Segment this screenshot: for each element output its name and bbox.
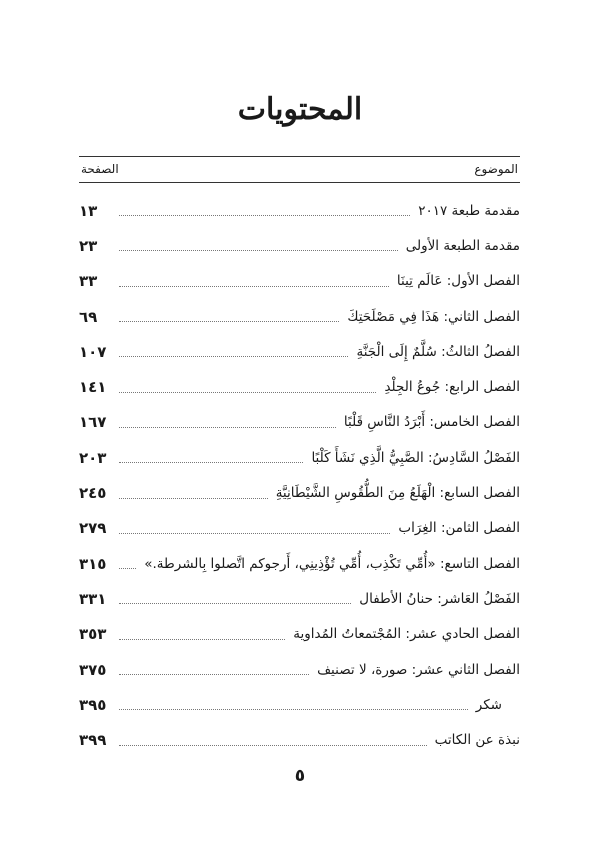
dot-leader <box>119 215 410 216</box>
toc-entry-page: ٣٥٣ <box>79 625 107 644</box>
toc-entry-page: ٢٧٩ <box>79 519 107 538</box>
dot-leader <box>119 533 390 534</box>
toc-entry-page: ١٦٧ <box>79 413 107 432</box>
dot-leader <box>119 427 336 428</box>
topic-column-label: الموضوع <box>474 162 518 176</box>
toc-entry-page: ٣٩٩ <box>79 731 107 750</box>
toc-entry-page: ٢٣ <box>79 236 98 255</box>
toc-entry-title: الفَصْلُ السَّادِسُ: الصَّبِيُّ الَّذِي نَشَأَ كَلْبًا <box>311 449 520 466</box>
toc-entry-page: ٣٩٥ <box>79 695 107 714</box>
toc-entry[interactable] <box>79 264 520 299</box>
toc-entry-page: ٣٧٥ <box>79 660 107 679</box>
dot-leader <box>119 356 348 357</box>
toc-entry-title: مقدمة الطبعة الأولى <box>405 237 520 254</box>
toc-entry[interactable] <box>79 299 520 334</box>
dot-leader <box>119 498 268 499</box>
toc-entry-page: ٢٠٣ <box>79 448 107 467</box>
toc-entry[interactable] <box>79 193 520 228</box>
toc-entry-page: ٢٤٥ <box>79 484 107 503</box>
toc-entry-page: ٦٩ <box>79 307 98 326</box>
toc-entry-page: ١٤١ <box>79 378 107 397</box>
page-number: ٥ <box>294 766 306 786</box>
toc-entry[interactable] <box>79 228 520 263</box>
dot-leader <box>119 639 285 640</box>
toc-entry-title: الفصل السابع: الْهَلَعُ مِنَ الطُّقُوسِ الشَّيْطَانِيَّةِ <box>275 485 520 502</box>
toc-entry-title: الفصل الخامس: أَبْرَدُ النَّاسِ قَلْبًا <box>343 414 520 431</box>
table-of-contents <box>79 193 520 758</box>
toc-entry[interactable] <box>79 334 520 369</box>
toc-entry-page: ٣١٥ <box>79 554 107 573</box>
dot-leader <box>119 392 376 393</box>
page-column-label: الصفحة <box>81 162 119 176</box>
toc-entry[interactable] <box>79 652 520 687</box>
dot-leader <box>119 321 339 322</box>
toc-entry-title: الفصل الثاني: هَذَا فِي مَصْلَحَتِكَ <box>347 308 520 325</box>
toc-entry-page: ١٠٧ <box>79 342 107 361</box>
toc-entry-page: ١٣ <box>79 201 98 220</box>
toc-entry[interactable] <box>79 581 520 616</box>
toc-entry-title: الفصل الرابع: جُوعُ الجِلْدِ <box>384 379 520 396</box>
header-bottom-rule <box>79 182 520 183</box>
dot-leader <box>119 462 303 463</box>
dot-leader <box>119 745 427 746</box>
header-top-rule <box>79 156 520 157</box>
toc-entry[interactable] <box>79 722 520 757</box>
dot-leader <box>119 709 468 710</box>
toc-entry-title: الفصل الأول: عَالَم تِينَا <box>396 273 520 290</box>
toc-entry-page: ٣٣ <box>79 272 98 291</box>
toc-entry-title: الفصلُ الثالثُ: سُلَّمٌ إِلَى الْجَنَّةِ <box>356 343 520 360</box>
dot-leader <box>119 674 309 675</box>
toc-entry-title: الفصل الثاني عشر: صورة، لا تصنيف <box>317 661 520 678</box>
toc-entry-title: مقدمة طبعة ٢٠١٧ <box>418 202 520 219</box>
toc-entry-title: نبذة عن الكاتب <box>434 732 520 749</box>
toc-header <box>79 158 520 180</box>
toc-entry-title: الفصل الثامن: الغِرَاب <box>398 520 520 537</box>
dot-leader <box>119 568 136 569</box>
toc-entry[interactable] <box>79 440 520 475</box>
dot-leader <box>119 603 351 604</box>
toc-entry[interactable] <box>79 546 520 581</box>
page-title: المحتويات <box>237 92 363 127</box>
dot-leader <box>119 286 389 287</box>
toc-entry-title: شكر <box>475 696 502 713</box>
toc-entry[interactable] <box>79 687 520 722</box>
toc-entry-page: ٣٣١ <box>79 589 107 608</box>
toc-entry[interactable] <box>79 475 520 510</box>
toc-entry-title: الفصل التاسع: «أُمِّي تَكْذِب، أُمِّي تُؤْذِينِي، أَرجوكم اتَّصلوا بِالشرطة.» <box>144 555 520 572</box>
dot-leader <box>119 250 398 251</box>
toc-entry[interactable] <box>79 617 520 652</box>
toc-entry[interactable] <box>79 511 520 546</box>
toc-entry[interactable] <box>79 405 520 440</box>
toc-entry-title: الفصل الحادي عشر: المُجْتمعاتُ المُداوية <box>293 626 520 643</box>
toc-entry-title: الفَصْلُ العَاشر: حنانُ الأطفال <box>359 590 520 607</box>
toc-entry[interactable] <box>79 369 520 404</box>
